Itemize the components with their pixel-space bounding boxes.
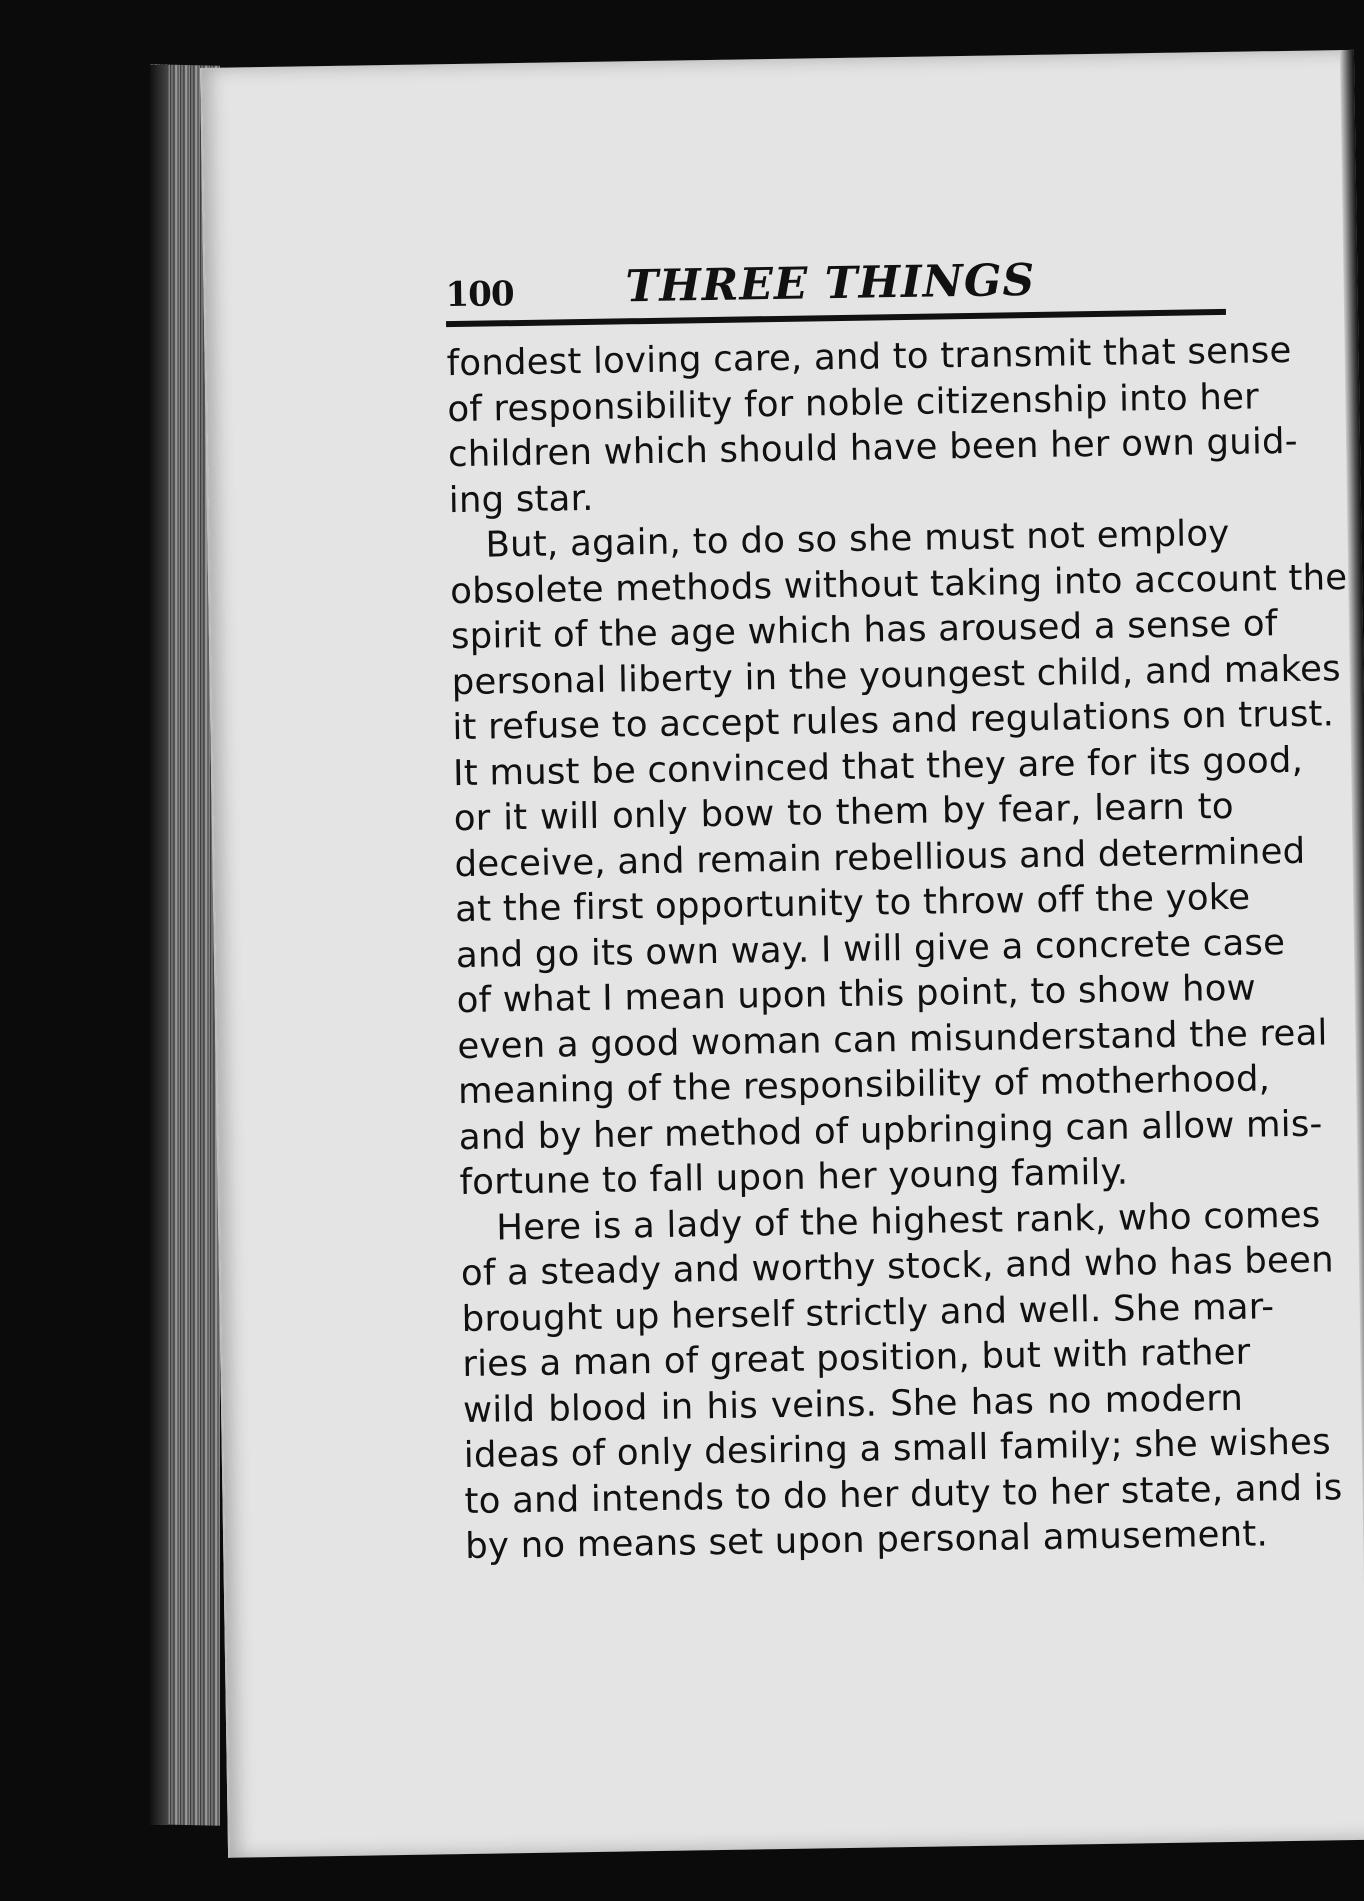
text-line: ries a man of great position, but with rather [462, 1331, 1251, 1386]
text-line: by no means set upon personal amusement. [464, 1513, 1269, 1568]
page-number: 100 [445, 274, 514, 316]
text-line: But, again, to do so she must not employ [485, 512, 1230, 566]
text-line: fondest loving care, and to transmit that sense [446, 329, 1292, 385]
text-line: wild blood in his veins. She has no modern [462, 1377, 1244, 1431]
running-header [445, 254, 1226, 327]
text-line: or it will only bow to them by fear, learn to [453, 785, 1235, 840]
text-block [445, 254, 1348, 1570]
text-line: to and intends to do her duty to her state, and is [464, 1466, 1343, 1522]
book-page [200, 50, 1364, 1858]
text-line: ing star. [448, 477, 594, 521]
text-line: obsolete methods without taking into account the [449, 556, 1348, 612]
text-line: spirit of the age which has aroused a sense of [450, 603, 1278, 658]
body-text [446, 329, 1348, 1570]
text-line: deceive, and remain rebellious and determined [454, 830, 1306, 885]
text-line: of what I mean upon this point, to show how [456, 967, 1257, 1022]
text-line: It must be convinced that they are for its good, [452, 739, 1304, 794]
text-line: it refuse to accept rules and regulations on trust. [452, 693, 1335, 749]
text-line: of responsibility for noble citizenship into her [447, 375, 1260, 430]
page-right-edge [1340, 50, 1364, 1840]
text-line: at the first opportunity to throw off the yoke [454, 876, 1251, 931]
text-line: and go its own way. I will give a concrete case [455, 921, 1286, 976]
running-title: THREE THINGS [625, 254, 1036, 313]
text-line: fortune to fall upon her young family. [459, 1151, 1129, 1204]
text-line: and by her method of upbringing can allow mis- [458, 1103, 1323, 1158]
text-line: ideas of only desiring a small family; she wishes [463, 1421, 1332, 1477]
text-line: children which should have been her own guid- [447, 420, 1299, 476]
text-line: brought up herself strictly and well. She mar- [461, 1285, 1275, 1340]
text-line: Here is a lady of the highest rank, who comes [495, 1194, 1321, 1248]
text-line: personal liberty in the youngest child, and makes [451, 647, 1342, 703]
text-line: meaning of the responsibility of motherhood, [457, 1058, 1271, 1113]
spine-shadow [150, 65, 168, 1825]
text-line: of a steady and worthy stock, and who has been [460, 1239, 1335, 1295]
text-line: even a good woman can misunderstand the real [457, 1011, 1328, 1067]
